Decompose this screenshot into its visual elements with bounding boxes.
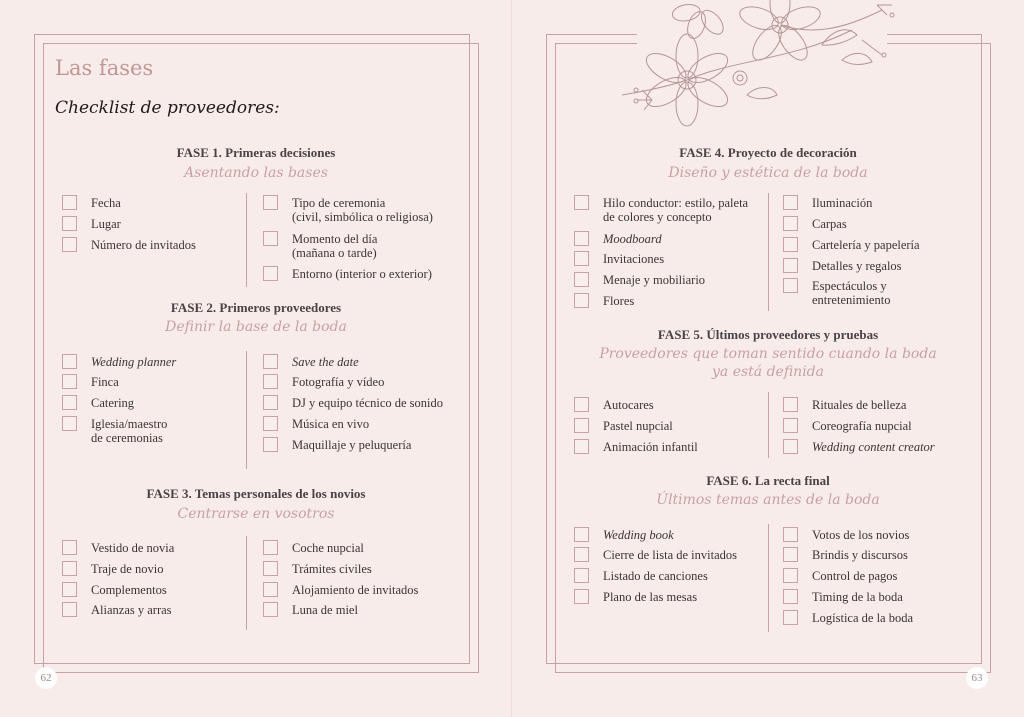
column-divider [246, 193, 247, 287]
phase-5-subtitle-line1: Proveedores que toman sentido cuando la boda [599, 346, 937, 362]
checkbox[interactable] [574, 293, 589, 308]
checklist-item[interactable]: Pastel nupcial [574, 418, 673, 433]
checkbox[interactable] [783, 439, 798, 454]
checklist-item[interactable]: Timing de la boda [783, 589, 903, 604]
page-number: 63 [966, 667, 988, 689]
checkbox[interactable] [62, 195, 77, 210]
checklist-item[interactable]: DJ y equipo técnico de sonido [263, 395, 443, 410]
phase-2-heading: FASE 2. Primeros proveedores [170, 300, 342, 315]
checkbox[interactable] [783, 527, 798, 542]
checklist-item[interactable]: Música en vivo [263, 416, 369, 431]
checklist-item[interactable]: Menaje y mobiliario [574, 272, 705, 287]
checklist-item[interactable]: Logística de la boda [783, 610, 913, 625]
checklist-item[interactable]: Control de pagos [783, 568, 897, 583]
phase-5-heading: FASE 5. Últimos proveedores y pruebas [657, 327, 879, 342]
checklist-item[interactable]: Votos de los novios [783, 527, 909, 542]
checkbox[interactable] [783, 547, 798, 562]
checklist-item[interactable]: Vestido de novia [62, 540, 174, 555]
checkbox[interactable] [574, 251, 589, 266]
checklist-item[interactable]: Luna de miel [263, 602, 358, 617]
checkbox[interactable] [62, 354, 77, 369]
checkbox[interactable] [62, 216, 77, 231]
column-divider [768, 392, 769, 458]
checklist-item[interactable]: Detalles y regalos [783, 258, 902, 273]
checklist-item[interactable]: Wedding book [574, 527, 674, 542]
checkbox[interactable] [263, 374, 278, 389]
phase-3-subtitle: Centrarse en vosotros [177, 506, 335, 522]
checkbox[interactable] [574, 439, 589, 454]
checklist-item[interactable]: Animación infantil [574, 439, 698, 454]
checklist-item[interactable]: Rituales de belleza [783, 397, 906, 412]
checkbox[interactable] [62, 374, 77, 389]
checklist-item[interactable]: Fotografía y vídeo [263, 374, 384, 389]
checkbox[interactable] [263, 231, 278, 246]
checklist-item[interactable]: Finca [62, 374, 119, 389]
checkbox[interactable] [263, 354, 278, 369]
checklist-item[interactable]: Brindis y discursos [783, 547, 908, 562]
floral-illustration-icon [592, 0, 922, 135]
checklist-item[interactable]: Coreografía nupcial [783, 418, 912, 433]
checklist-item[interactable]: Coche nupcial [263, 540, 364, 555]
checklist-item[interactable]: Autocares [574, 397, 654, 412]
checklist-item[interactable]: Save the date [263, 354, 359, 369]
phase-1-subtitle: Asentando las bases [184, 165, 328, 181]
phase-4-subtitle: Diseño y estética de la boda [668, 165, 868, 181]
checkbox[interactable] [783, 589, 798, 604]
checkbox[interactable] [263, 266, 278, 281]
column-divider [768, 193, 769, 311]
checkbox[interactable] [574, 418, 589, 433]
checkbox[interactable] [62, 561, 77, 576]
checklist-item[interactable]: Carpas [783, 216, 847, 231]
checklist-item[interactable]: Catering [62, 395, 134, 410]
checkbox[interactable] [263, 395, 278, 410]
checkbox[interactable] [62, 540, 77, 555]
checkbox[interactable] [263, 540, 278, 555]
column-divider [246, 351, 247, 469]
checkbox[interactable] [574, 589, 589, 604]
column-divider [768, 524, 769, 632]
checklist-item[interactable]: Alojamiento de invitados [263, 582, 418, 597]
checklist-item[interactable]: Flores [574, 293, 634, 308]
checkbox[interactable] [263, 437, 278, 452]
checkbox[interactable] [263, 195, 278, 210]
checkbox[interactable] [574, 272, 589, 287]
checklist-item[interactable]: Cartelería y papelería [783, 237, 920, 252]
checklist-item[interactable]: Momento del día (mañana o tarde) [263, 231, 377, 260]
checkbox[interactable] [263, 561, 278, 576]
phase-2-subtitle: Definir la base de la boda [165, 319, 347, 335]
checklist-item[interactable]: Tipo de ceremonia (civil, simbólica o religiosa) [263, 195, 433, 224]
checkbox[interactable] [783, 258, 798, 273]
checklist-item[interactable]: Fecha [62, 195, 121, 210]
checkbox[interactable] [574, 568, 589, 583]
checkbox[interactable] [783, 397, 798, 412]
checkbox[interactable] [574, 231, 589, 246]
checklist-item[interactable]: Cierre de lista de invitados [574, 547, 737, 562]
checkbox[interactable] [62, 395, 77, 410]
checklist-item[interactable]: Complementos [62, 582, 167, 597]
checklist-item[interactable]: Espectáculos y entretenimiento [783, 278, 890, 307]
checklist-item[interactable]: Trámites civiles [263, 561, 372, 576]
phase-1-heading: FASE 1. Primeras decisiones [176, 145, 336, 160]
checkbox[interactable] [574, 527, 589, 542]
checkbox[interactable] [62, 602, 77, 617]
right-page [512, 0, 1024, 717]
checklist-item[interactable]: Alianzas y arras [62, 602, 172, 617]
phase-6-subtitle: Últimos temas antes de la boda [656, 492, 880, 508]
checklist-item[interactable]: Maquillaje y peluquería [263, 437, 411, 452]
checkbox[interactable] [783, 237, 798, 252]
checklist-item[interactable]: Entorno (interior o exterior) [263, 266, 432, 281]
checkbox[interactable] [263, 416, 278, 431]
checkbox[interactable] [263, 582, 278, 597]
page-number: 62 [35, 667, 57, 689]
phase-4-heading: FASE 4. Proyecto de decoración [679, 145, 857, 160]
checkbox[interactable] [783, 418, 798, 433]
phase-5-subtitle-line2: ya está definida [712, 364, 824, 380]
checklist-item[interactable]: Wedding content creator [783, 439, 935, 454]
checklist-item[interactable]: Wedding planner [62, 354, 176, 369]
checkbox[interactable] [783, 278, 798, 293]
page-title: Las fases [55, 56, 154, 80]
checkbox[interactable] [62, 416, 77, 431]
checkbox[interactable] [783, 568, 798, 583]
checklist-heading: Checklist de proveedores: [55, 98, 280, 118]
checkbox[interactable] [783, 216, 798, 231]
checkbox[interactable] [62, 582, 77, 597]
checklist-item[interactable]: Moodboard [574, 231, 662, 246]
checkbox[interactable] [574, 547, 589, 562]
checklist-item[interactable]: Iluminación [783, 195, 872, 210]
checklist-item[interactable]: Hilo conductor: estilo, paleta de colores y concepto [574, 195, 748, 224]
checklist-item[interactable]: Listado de canciones [574, 568, 708, 583]
checklist-item[interactable]: Invitaciones [574, 251, 664, 266]
checkbox[interactable] [574, 397, 589, 412]
checklist-item[interactable]: Iglesia/maestro de ceremonias [62, 416, 167, 445]
checkbox[interactable] [263, 602, 278, 617]
checklist-item[interactable]: Lugar [62, 216, 121, 231]
checklist-item[interactable]: Número de invitados [62, 237, 196, 252]
checkbox[interactable] [783, 610, 798, 625]
checklist-item[interactable]: Traje de novio [62, 561, 163, 576]
checkbox[interactable] [62, 237, 77, 252]
phase-3-heading: FASE 3. Temas personales de los novios [146, 486, 366, 501]
column-divider [246, 536, 247, 630]
checkbox[interactable] [783, 195, 798, 210]
checklist-item[interactable]: Plano de las mesas [574, 589, 697, 604]
phase-6-heading: FASE 6. La recta final [706, 473, 830, 488]
checkbox[interactable] [574, 195, 589, 210]
